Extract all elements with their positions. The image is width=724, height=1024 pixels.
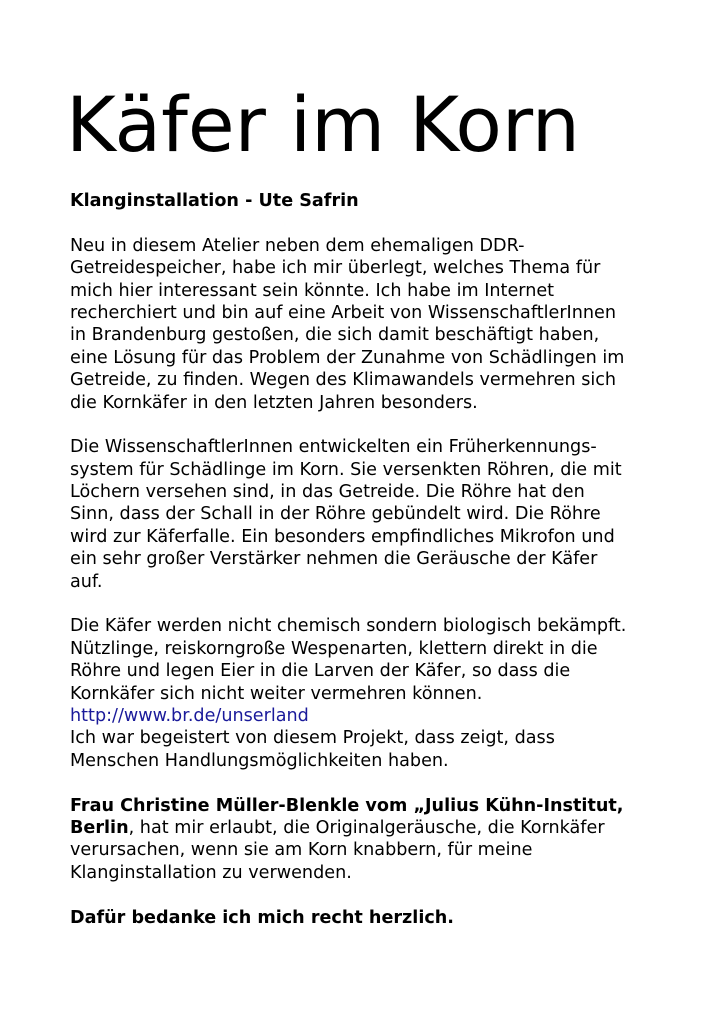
paragraph-line: Röhre und legen Eier in die Larven der Käfer, so dass die xyxy=(70,661,571,682)
paragraph-line: ein sehr großer Verstärker nehmen die Geräusche der Käfer xyxy=(70,549,598,570)
paragraph-line: Kornkäfer sich nicht weiter vermehren können. xyxy=(70,683,483,704)
document-body xyxy=(70,190,680,929)
credit-line xyxy=(70,817,680,839)
paragraph-line: Getreidespeicher, habe ich mir überlegt, welches Thema für xyxy=(70,258,601,279)
paragraph-line: eine Lösung für das Problem der Zunahme von Schädlingen im xyxy=(70,347,625,368)
paragraph-credits xyxy=(70,795,680,885)
paragraph-line: Menschen Handlungsmöglichkeiten haben. xyxy=(70,750,449,771)
paragraph-gap xyxy=(70,772,680,794)
paragraph-line: die Kornkäfer in den letzten Jahren besonders. xyxy=(70,392,478,413)
paragraph-line: mich hier interessant sein könnte. Ich habe im Internet xyxy=(70,280,555,301)
page-title: Käfer im Korn xyxy=(66,80,580,169)
paragraph-line: auf. xyxy=(70,571,103,592)
paragraph-research xyxy=(70,436,680,593)
paragraph-line: Die WissenschaftlerInnen entwickelten ein Früherkennungs- xyxy=(70,437,597,458)
paragraph-line: recherchiert und bin auf eine Arbeit von WissenschaftlerInnen xyxy=(70,302,617,323)
paragraph-line: verursachen, wenn sie am Korn knabbern, für meine xyxy=(70,840,533,861)
source-link[interactable]: http://www.br.de/unserland xyxy=(70,705,309,726)
paragraph-gap xyxy=(70,884,680,906)
paragraph-line: Nützlinge, reiskorngroße Wespenarten, klettern direkt in die xyxy=(70,638,598,659)
credit-city: Berlin xyxy=(70,817,129,838)
paragraph-intro xyxy=(70,235,680,414)
paragraph-line: wird zur Käferfalle. Ein besonders empfindliches Mikrofon und xyxy=(70,526,615,547)
credit-name-line: Frau Christine Müller-Blenkle vom „Julius Kühn-Institut, xyxy=(70,795,624,816)
paragraph-gap xyxy=(70,414,680,436)
paragraph-line: Neu in diesem Atelier neben dem ehemaligen DDR- xyxy=(70,235,525,256)
paragraph-line: Löchern versehen sind, in das Getreide. Die Röhre hat den xyxy=(70,482,585,503)
paragraph-gap xyxy=(70,212,680,234)
paragraph-line: Klanginstallation zu verwenden. xyxy=(70,862,352,883)
paragraph-line: Ich war begeistert von diesem Projekt, dass zeigt, dass xyxy=(70,728,555,749)
paragraph-gap xyxy=(70,593,680,615)
paragraph-line: in Brandenburg gestoßen, die sich damit beschäftigt haben, xyxy=(70,325,600,346)
subtitle: Klanginstallation - Ute Safrin xyxy=(70,191,359,211)
closing-thanks: Dafür bedanke ich mich recht herzlich. xyxy=(70,907,454,928)
paragraph-line: system für Schädlinge im Korn. Sie versenkten Röhren, die mit xyxy=(70,459,622,480)
link-line xyxy=(70,705,680,727)
paragraph-line: Getreide, zu finden. Wegen des Klimawandels vermehren sich xyxy=(70,370,617,391)
paragraph-biology xyxy=(70,615,680,772)
paragraph-line: Die Käfer werden nicht chemisch sondern biologisch bekämpft. xyxy=(70,616,627,637)
credit-text: , hat mir erlaubt, die Originalgeräusche, die Kornkäfer xyxy=(128,817,605,838)
paragraph-line: Sinn, dass der Schall in der Röhre gebündelt wird. Die Röhre xyxy=(70,504,601,525)
